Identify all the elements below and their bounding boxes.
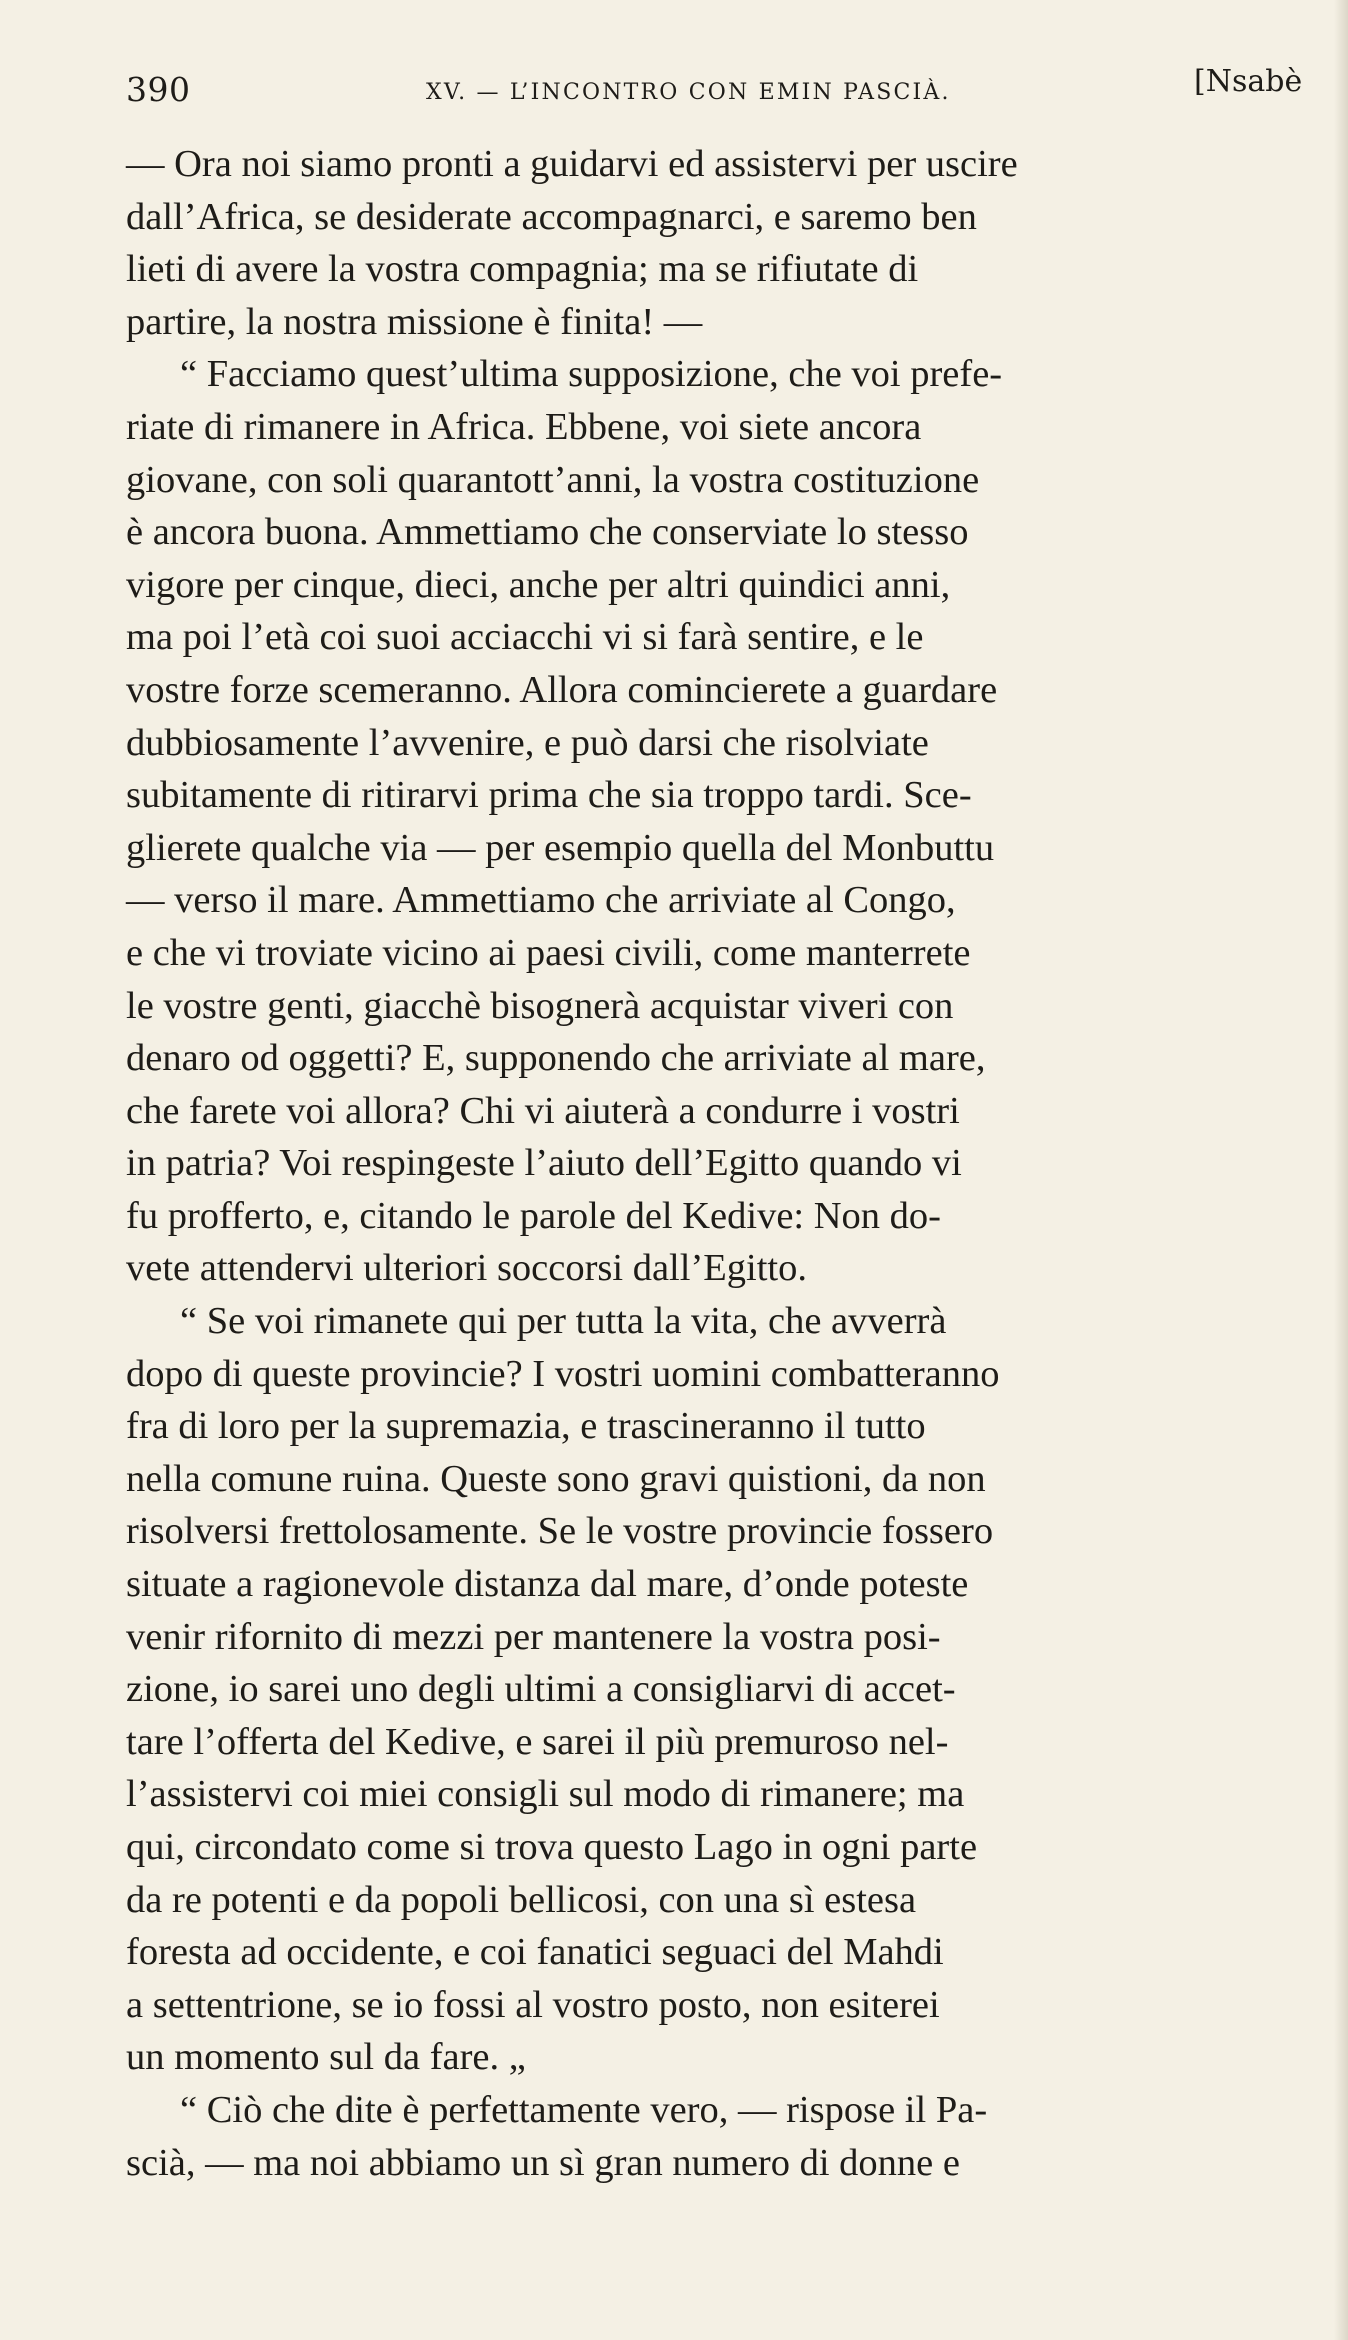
running-title: XV. — L’INCONTRO CON EMIN PASCIÀ. xyxy=(426,80,951,105)
text-line: fu profferto, e, citando le parole del Kedive: Non do- xyxy=(126,1194,941,1237)
text-line: dubbiosamente l’avvenire, e può darsi che risolviate xyxy=(126,721,929,764)
page-number: 390 xyxy=(126,70,191,109)
text-line: in patria? Voi respingeste l’aiuto dell’Egitto quando vi xyxy=(126,1142,962,1185)
text-line: tare l’offerta del Kedive, e sarei il più premuroso nel- xyxy=(126,1720,949,1763)
text-line: riate di rimanere in Africa. Ebbene, voi siete ancora xyxy=(126,405,922,448)
text-line: partire, la nostra missione è finita! — xyxy=(126,300,703,343)
text-line: vostre forze scemeranno. Allora comincierete a guardare xyxy=(126,668,998,711)
text-line: lieti di avere la vostra compagnia; ma se rifiutate di xyxy=(126,248,919,291)
text-line: le vostre genti, giacchè bisognerà acquistar viveri con xyxy=(126,984,954,1027)
text-line: nella comune ruina. Queste sono gravi quistioni, da non xyxy=(126,1457,986,1500)
text-line: dopo di queste provincie? I vostri uomini combatteranno xyxy=(126,1352,1000,1395)
text-line: “ Se voi rimanete qui per tutta la vita, che avverrà xyxy=(180,1300,947,1343)
text-line: giovane, con soli quarantott’anni, la vostra costituzione xyxy=(126,458,980,501)
page-header xyxy=(126,64,1306,118)
text-line: zione, io sarei uno degli ultimi a consigliarvi di accet- xyxy=(126,1668,956,1711)
text-line: da re potenti e da popoli bellicosi, con una sì estesa xyxy=(126,1878,917,1921)
text-line: denaro od oggetti? E, supponendo che arriviate al mare, xyxy=(126,1037,986,1080)
text-line: “ Facciamo quest’ultima supposizione, che voi prefe- xyxy=(180,353,1003,396)
text-line: vigore per cinque, dieci, anche per altri quindici anni, xyxy=(126,563,951,606)
page-edge-shadow xyxy=(1334,0,1348,2340)
text-line: fra di loro per la supremazia, e trascineranno il tutto xyxy=(126,1405,926,1448)
text-line: “ Ciò che dite è perfettamente vero, — rispose il Pa- xyxy=(180,2088,988,2131)
text-line: è ancora buona. Ammettiamo che conserviate lo stesso xyxy=(126,511,969,554)
text-line: e che vi troviate vicino ai paesi civili, come manterrete xyxy=(126,931,971,974)
text-line: vete attendervi ulteriori soccorsi dall’Egitto. xyxy=(126,1247,808,1290)
text-line: che farete voi allora? Chi vi aiuterà a condurre i vostri xyxy=(126,1089,960,1132)
text-line: scià, — ma noi abbiamo un sì gran numero di donne e xyxy=(126,2141,960,2184)
text-line: qui, circondato come si trova questo Lago in ogni parte xyxy=(126,1826,978,1868)
text-line: foresta ad occidente, e coi fanatici seguaci del Mahdi xyxy=(126,1931,944,1974)
text-line: — verso il mare. Ammettiamo che arriviate al Congo, xyxy=(126,879,956,922)
text-line: dall’Africa, se desiderate accompagnarci, e saremo ben xyxy=(126,195,977,238)
text-line: ma poi l’età coi suoi acciacchi vi si farà sentire, e le xyxy=(126,616,924,659)
text-line: — Ora noi siamo pronti a guidarvi ed assistervi per uscire xyxy=(126,143,1018,185)
text-line: a settentrione, se io fossi al vostro posto, non esiterei xyxy=(126,1983,940,2026)
text-line: risolversi frettolosamente. Se le vostre provincie fossero xyxy=(126,1510,994,1553)
body-text xyxy=(126,138,1296,2189)
marginal-location-note: [Nsabè xyxy=(1194,64,1303,99)
text-line: glierete qualche via — per esempio quella del Monbuttu xyxy=(126,826,995,869)
text-line: subitamente di ritirarvi prima che sia troppo tardi. Sce- xyxy=(126,774,972,817)
text-line: situate a ragionevole distanza dal mare, d’onde poteste xyxy=(126,1563,969,1606)
text-line: un momento sul da fare. „ xyxy=(126,2036,526,2079)
text-line: l’assistervi coi miei consigli sul modo di rimanere; ma xyxy=(126,1773,965,1816)
text-line: venir rifornito di mezzi per mantenere la vostra posi- xyxy=(126,1615,941,1658)
